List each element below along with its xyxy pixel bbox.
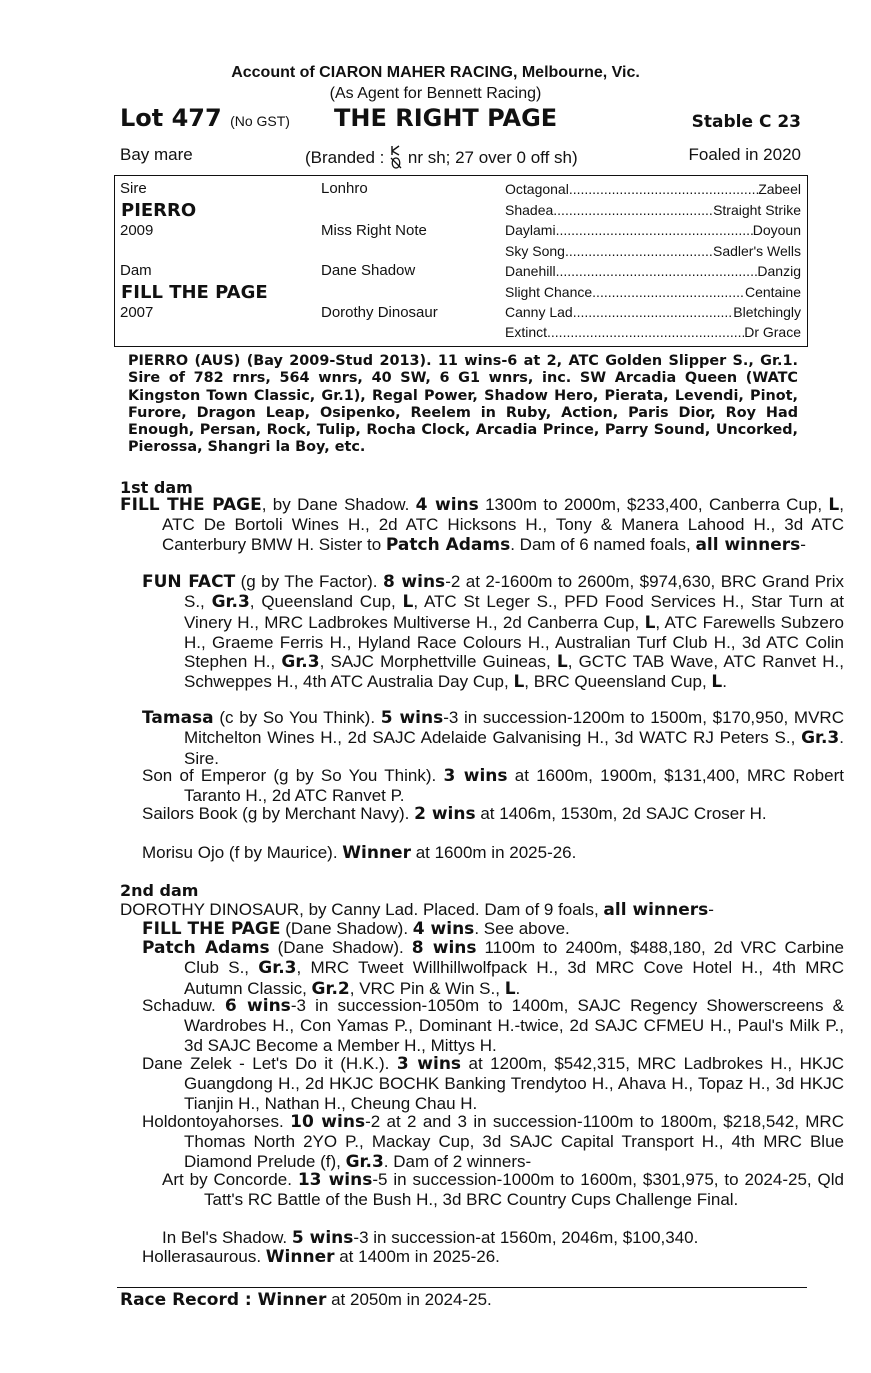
- first-dam-heading: 1st dam: [120, 478, 193, 497]
- gen3-left: Daylami: [505, 222, 556, 238]
- dam-progeny-entry: FUN FACT (g by The Factor). 8 wins-2 at 2-1600m to 2600m, $974,630, BRC Grand Prix S., Gr.3, Queensland Cup, L, ATC St Leger S., PFD Food Services H., Star Turn at Vinery H., MRC Ladbrokes Multiverse H., 2d Canberra Cup, L, ATC Farewells Subzero H., Graeme Ferris H., Hyland Race Colours H., Australian Turf Club H., 3d ATC Colin Stephen H., Gr.3, SAJC Morphettville Guineas, L, GCTC TAB Wave, ATC Ranvet H., Schweppes H., 4th ATC Australia Day Cup, L, BRC Queensland Cup, L.: [142, 572, 845, 693]
- granddam-maternal: Dorothy Dinosaur: [321, 304, 438, 321]
- sire-summary: PIERRO (AUS) (Bay 2009-Stud 2013). 11 wins-6 at 2, ATC Golden Slipper S., Gr.1. Sire of 782 rnrs, 564 wnrs, 40 SW, 6 G1 wnrs, inc. SW Arcadia Queen (WATC Kingston Town Classic, Gr.1), Regal Power, Shadow Hero, Pierata, Levendi, Pinot, Furore, Dragon Leap, Osipenko, Reelem in Ruby, Action, Paris Dior, Roy Had Enough, Persan, Rock, Tulip, Rocha Clock, Arcadia Prince, Parry Sound, Uncorked, Pierossa, Shangri la Boy, etc.: [128, 353, 798, 456]
- gen3-row: [505, 284, 801, 300]
- race-record: [120, 1290, 492, 1310]
- gen3-left: Octagonal: [505, 181, 569, 197]
- gen3-row: [505, 202, 801, 218]
- race-record-label: Race Record : Winner: [120, 1290, 327, 1310]
- dam-progeny-entry: Art by Concorde. 13 wins-5 in succession-1000m to 1600m, $301,975, to 2024-25, Qld Tatt's RC Battle of the Bush H., 3d BRC Country Cups Challenge Final.: [162, 1170, 844, 1210]
- horse-sex-color: Bay mare: [120, 145, 193, 164]
- wins-count: 3 wins: [396, 1054, 462, 1074]
- pedigree-table: [114, 175, 808, 347]
- gen3-right: Centaine: [744, 284, 801, 300]
- lot-label: Lot 477: [120, 104, 222, 132]
- wins-count: 4 wins: [415, 495, 479, 515]
- horse-name: FUN FACT: [142, 572, 236, 592]
- dam-progeny-entry: Dane Zelek - Let's Do it (H.K.). 3 wins at 1200m, $542,315, MRC Ladbrokes H., HKJC Guangdong H., 2d HKJC BOCHK Banking Trendytoo H., Ahava H., Topaz H., 3d HKJC Tianjin H., Nathan H., Cheung Chau H.: [142, 1054, 845, 1113]
- lot-number: [120, 104, 290, 132]
- gen3-row: [505, 222, 801, 238]
- gen3-row: [505, 304, 801, 320]
- dam-progeny-entry: Son of Emperor (g by So You Think). 3 wins at 1600m, 1900m, $131,400, MRC Robert Taranto H., 2d ATC Ranvet P.: [142, 766, 844, 806]
- divider: [117, 1287, 807, 1288]
- gen3-left: Sky Song: [505, 243, 565, 259]
- wins-count: Winner: [265, 1247, 335, 1267]
- dam-progeny-entry: Morisu Ojo (f by Maurice). Winner at 1600m in 2025-26.: [142, 843, 577, 863]
- wins-count: 3 wins: [443, 766, 508, 786]
- horse-name: Tamasa: [142, 708, 214, 728]
- dam-progeny-entry: FILL THE PAGE, by Dane Shadow. 4 wins 1300m to 2000m, $233,400, Canberra Cup, L, ATC De Bortoli Wines H., 2d ATC Hicksons H., Tony & Manera Lahood H., 3d ATC Canterbury BMW H. Sister to Patch Adams. Dam of 6 named foals, all winners-: [120, 495, 844, 555]
- brand-line: [305, 145, 578, 169]
- gen3-left: Shadea: [505, 202, 554, 218]
- brand-prefix: (Branded :: [305, 148, 385, 167]
- wins-count: 10 wins: [290, 1112, 366, 1132]
- dam-year: 2007: [120, 304, 154, 321]
- gen3-right: Sadler's Wells: [713, 243, 801, 259]
- brand-detail: nr sh; 27 over 0 off sh): [407, 148, 578, 167]
- wins-count: 5 wins: [380, 708, 444, 728]
- brand-mark-icon: [389, 145, 403, 169]
- wins-count: 5 wins: [291, 1228, 354, 1248]
- horse-name: THE RIGHT PAGE: [334, 104, 558, 132]
- dam-name: FILL THE PAGE: [121, 282, 268, 303]
- gen3-row: [505, 324, 801, 340]
- foaled-year: Foaled in 2020: [688, 145, 801, 164]
- gst-note: (No GST): [230, 113, 290, 129]
- dam-progeny-entry: Schaduw. 6 wins-3 in succession-1050m to 1400m, SAJC Regency Showerscreens & Wardrobes H., Con Yamas P., Dominant H.-twice, 2d SAJC CFMEU H., Paul's Milk P., 3d SAJC Become a Member H., Mittys H.: [142, 996, 844, 1055]
- gen3-right: Zabeel: [758, 181, 801, 197]
- gen3-left: Slight Chance: [505, 284, 593, 300]
- dam-progeny-entry: DOROTHY DINOSAUR, by Canny Lad. Placed. Dam of 9 foals, all winners-: [120, 900, 714, 920]
- wins-count: 6 wins: [224, 996, 291, 1016]
- gen3-right: Bletchingly: [733, 304, 801, 320]
- granddam-paternal: Miss Right Note: [321, 222, 427, 239]
- second-dam-heading: 2nd dam: [120, 881, 199, 900]
- dam-progeny-entry: FILL THE PAGE (Dane Shadow). 4 wins. See above.: [142, 919, 570, 939]
- gen3-left: Canny Lad: [505, 304, 573, 320]
- horse-name: Patch Adams: [142, 938, 270, 958]
- race-record-text: at 2050m in 2024-25.: [326, 1290, 492, 1309]
- account-line: Account of CIARON MAHER RACING, Melbourne, Vic.: [231, 64, 640, 81]
- agent-line: (As Agent for Bennett Racing): [329, 85, 542, 102]
- gen3-left: Extinct: [505, 324, 548, 340]
- gen3-right: Danzig: [757, 263, 801, 279]
- dam-progeny-entry: Patch Adams (Dane Shadow). 8 wins 1100m to 2400m, $488,180, 2d VRC Carbine Club S., Gr.3, MRC Tweet Willhillwolfpack H., 3d MRC Cove Hotel H., 4th MRC Autumn Classic, Gr.2, VRC Pin & Win S., L.: [142, 938, 845, 999]
- wins-count: Winner: [342, 843, 411, 863]
- horse-name: FILL THE PAGE: [120, 495, 262, 515]
- horse-name: FILL THE PAGE: [142, 919, 281, 939]
- sire-name: PIERRO: [121, 200, 197, 221]
- gen3-left: Danehill: [505, 263, 556, 279]
- grandsire-paternal: Lonhro: [321, 180, 368, 197]
- wins-count: 8 wins: [382, 572, 446, 592]
- gen3-row: [505, 181, 801, 197]
- dam-label: Dam: [120, 262, 152, 279]
- gen3-right: Dr Grace: [744, 324, 801, 340]
- dam-progeny-entry: In Bel's Shadow. 5 wins-3 in succession-at 1560m, 2046m, $100,340.: [162, 1228, 699, 1248]
- dam-progeny-entry: Hollerasaurous. Winner at 1400m in 2025-26.: [142, 1247, 500, 1267]
- wins-count: 4 wins: [412, 919, 475, 939]
- dam-progeny-entry: Sailors Book (g by Merchant Navy). 2 wins at 1406m, 1530m, 2d SAJC Croser H.: [142, 804, 767, 824]
- gen3-row: [505, 243, 801, 259]
- gen3-right: Doyoun: [752, 222, 801, 238]
- sire-year: 2009: [120, 222, 154, 239]
- stable-number: Stable C 23: [691, 112, 801, 132]
- dam-progeny-entry: Holdontoyahorses. 10 wins-2 at 2 and 3 in succession-1100m to 1800m, $218,542, MRC Thomas North 2YO P., Mackay Cup, 3d SAJC Capital Transport H., 4th MRC Blue Diamond Prelude (f), Gr.3. Dam of 2 winners-: [142, 1112, 844, 1172]
- wins-count: 13 wins: [297, 1170, 373, 1190]
- wins-count: 8 wins: [411, 938, 477, 958]
- dam-progeny-entry: Tamasa (c by So You Think). 5 wins-3 in succession-1200m to 1500m, $170,950, MVRC Mitchelton Wines H., 2d SAJC Adelaide Galvanising H., 3d WATC RJ Peters S., Gr.3. Sire.: [142, 708, 844, 768]
- wins-count: all winners: [603, 900, 709, 920]
- wins-count: 2 wins: [414, 804, 476, 824]
- grandsire-maternal: Dane Shadow: [321, 262, 416, 279]
- gen3-right: Straight Strike: [713, 202, 801, 218]
- sire-label: Sire: [120, 180, 147, 197]
- gen3-row: [505, 263, 801, 279]
